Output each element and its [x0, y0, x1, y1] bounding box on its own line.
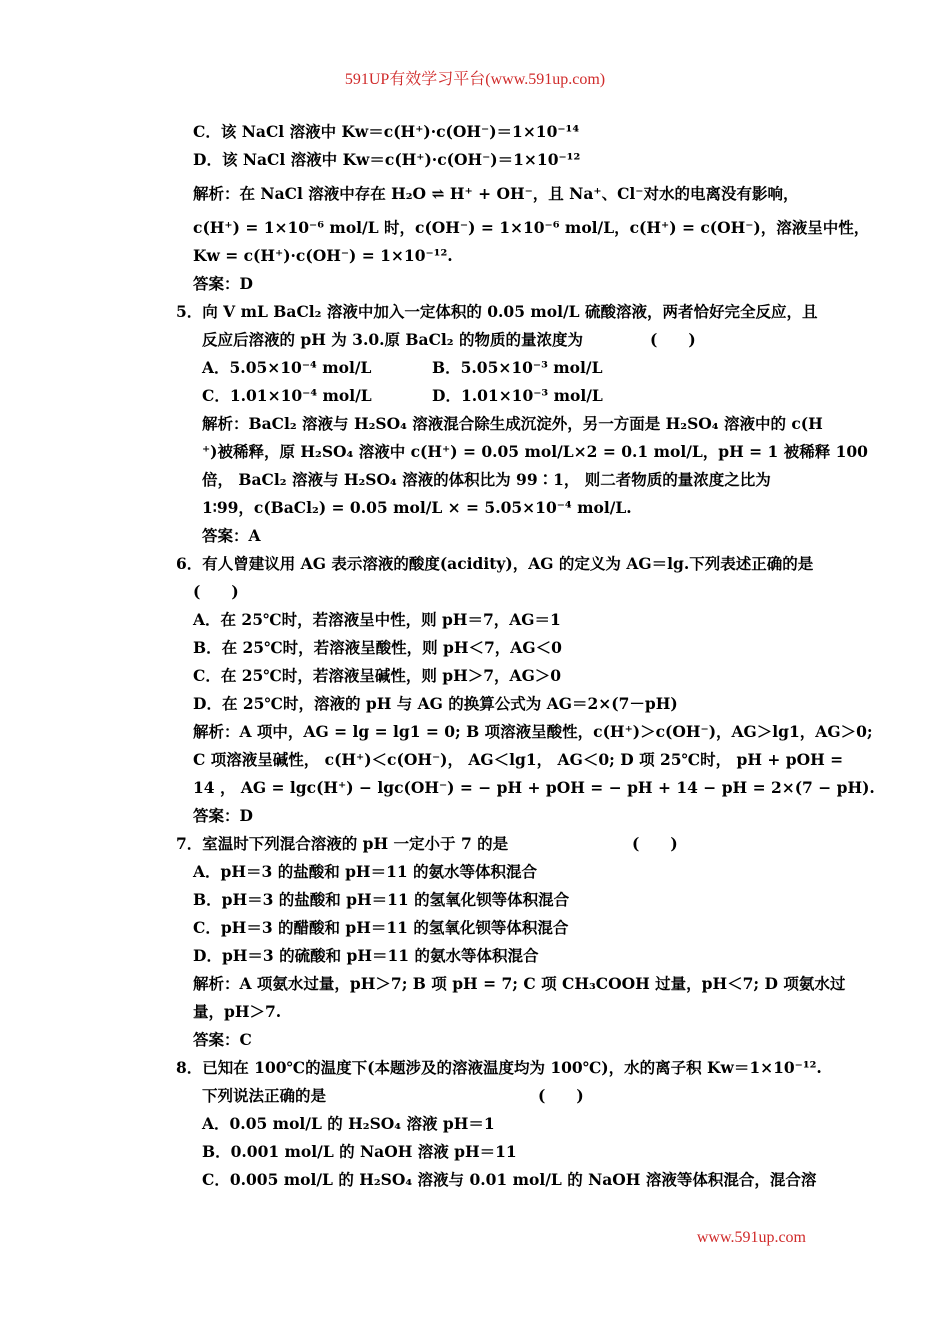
q5-analysis-line-3: 倍， BaCl₂ 溶液与 H₂SO₄ 溶液的体积比为 99∶1， 则二者物质的量浓度之比为 [202, 470, 771, 489]
q6-option-b: B．在 25℃时，若溶液呈酸性，则 pH＜7，AG＜0 [193, 638, 562, 657]
q5-stem-line-2 [0, 326, 950, 354]
q7-stem-text: 7．室温时下列混合溶液的 pH 一定小于 7 的是 [176, 834, 509, 853]
q7-option-a: A．pH＝3 的盐酸和 pH＝11 的氨水等体积混合 [193, 862, 538, 881]
q5-options-row-2 [0, 382, 950, 410]
q6-answer-paren: ( ) [193, 582, 239, 601]
q8-stem-line-2 [0, 1082, 950, 1110]
page-footer: www.591up.com [696, 1229, 806, 1246]
q5-answer-paren: ( ) [650, 330, 696, 349]
q6-stem-line-1: 6．有人曾建议用 AG 表示溶液的酸度(acidity)，AG 的定义为 AG＝lg.下列表述正确的是 [176, 554, 814, 573]
q6-option-c: C．在 25℃时，若溶液呈碱性，则 pH＞7，AG＞0 [193, 666, 562, 685]
q5-options-row-1 [0, 354, 950, 382]
q5-stem-line-1: 5．向 V mL BaCl₂ 溶液中加入一定体积的 0.05 mol/L 硫酸溶液，两者恰好完全反应，且 [176, 302, 818, 321]
q7-answer-paren: ( ) [632, 834, 678, 853]
q7-option-c: C．pH＝3 的醋酸和 pH＝11 的氢氧化钡等体积混合 [193, 918, 569, 937]
q8-stem-line-1: 8．已知在 100℃的温度下(本题涉及的溶液温度均为 100℃)，水的离子积 Kw＝1×10⁻¹². [176, 1058, 822, 1077]
q7-option-d: D．pH＝3 的硫酸和 pH＝11 的氨水等体积混合 [193, 946, 539, 965]
q7-analysis-line-1: 解析：A 项氨水过量，pH＞7; B 项 pH = 7; C 项 CH₃COOH 过量，pH＜7; D 项氨水过 [193, 974, 846, 993]
q7-answer: 答案：C [193, 1030, 252, 1049]
q7-option-b: B．pH＝3 的盐酸和 pH＝11 的氢氧化钡等体积混合 [193, 890, 570, 909]
q5-option-d: D．1.01×10⁻³ mol/L [432, 386, 603, 405]
q5-option-a: A．5.05×10⁻⁴ mol/L [202, 358, 372, 377]
q4-answer: 答案：D [193, 274, 253, 293]
q4-analysis-line-3: Kw = c(H⁺)·c(OH⁻) = 1×10⁻¹². [193, 246, 453, 265]
q6-analysis-line-3: 14 ， AG = lgc(H⁺) − lgc(OH⁻) = − pH + pOH = − pH + 14 − pH = 2×(7 − pH). [193, 778, 875, 797]
q4-option-c: C．该 NaCl 溶液中 Kw＝c(H⁺)·c(OH⁻)＝1×10⁻¹⁴ [193, 122, 580, 141]
q6-answer: 答案：D [193, 806, 253, 825]
q6-option-a: A．在 25℃时，若溶液呈中性，则 pH＝7，AG＝1 [193, 610, 561, 629]
q7-analysis-line-2: 量，pH＞7. [193, 1002, 282, 1021]
q5-stem-text: 反应后溶液的 pH 为 3.0.原 BaCl₂ 的物质的量浓度为 [202, 330, 583, 349]
q5-analysis-line-4: 1∶99，c(BaCl₂) = 0.05 mol/L × = 5.05×10⁻⁴ mol/L. [202, 498, 632, 517]
q4-analysis-line-1: 解析：在 NaCl 溶液中存在 H₂O ⇌ H⁺ + OH⁻，且 Na⁺、Cl⁻对水的电离没有影响， [193, 184, 799, 203]
q6-analysis-line-1: 解析：A 项中，AG = lg = lg1 = 0; B 项溶液呈酸性，c(H⁺)＞c(OH⁻)，AG＞lg1，AG＞0; [193, 722, 873, 741]
q4-analysis-line-2: c(H⁺) = 1×10⁻⁶ mol/L 时，c(OH⁻) = 1×10⁻⁶ mol/L，c(H⁺) = c(OH⁻)，溶液呈中性， [193, 218, 870, 237]
q8-answer-paren: ( ) [538, 1086, 584, 1105]
q6-analysis-line-2: C 项溶液呈碱性， c(H⁺)＜c(OH⁻)， AG＜lg1， AG＜0; D 项 25℃时， pH + pOH = [193, 750, 844, 769]
document-body [0, 118, 950, 1194]
q8-option-c: C．0.005 mol/L 的 H₂SO₄ 溶液与 0.01 mol/L 的 NaOH 溶液等体积混合，混合溶 [202, 1170, 817, 1189]
q5-option-c: C．1.01×10⁻⁴ mol/L [202, 386, 372, 405]
page-header: 591UP有效学习平台(www.591up.com) [344, 71, 606, 88]
q8-stem-text: 下列说法正确的是 [202, 1086, 327, 1105]
q5-analysis-line-1: 解析：BaCl₂ 溶液与 H₂SO₄ 溶液混合除生成沉淀外，另一方面是 H₂SO₄ 溶液中的 c(H [202, 414, 823, 433]
q8-option-b: B．0.001 mol/L 的 NaOH 溶液 pH＝11 [202, 1142, 517, 1161]
q4-option-d: D．该 NaCl 溶液中 Kw＝c(H⁺)·c(OH⁻)＝1×10⁻¹² [193, 150, 581, 169]
q5-analysis-line-2: ⁺)被稀释，原 H₂SO₄ 溶液中 c(H⁺) = 0.05 mol/L×2 = 0.1 mol/L，pH = 1 被稀释 100 [202, 442, 868, 461]
q5-answer: 答案：A [202, 526, 261, 545]
q5-option-b: B．5.05×10⁻³ mol/L [432, 358, 603, 377]
q7-stem [0, 830, 950, 858]
q8-option-a: A．0.05 mol/L 的 H₂SO₄ 溶液 pH＝1 [202, 1114, 495, 1133]
q6-option-d: D．在 25℃时，溶液的 pH 与 AG 的换算公式为 AG＝2×(7－pH) [193, 694, 678, 713]
